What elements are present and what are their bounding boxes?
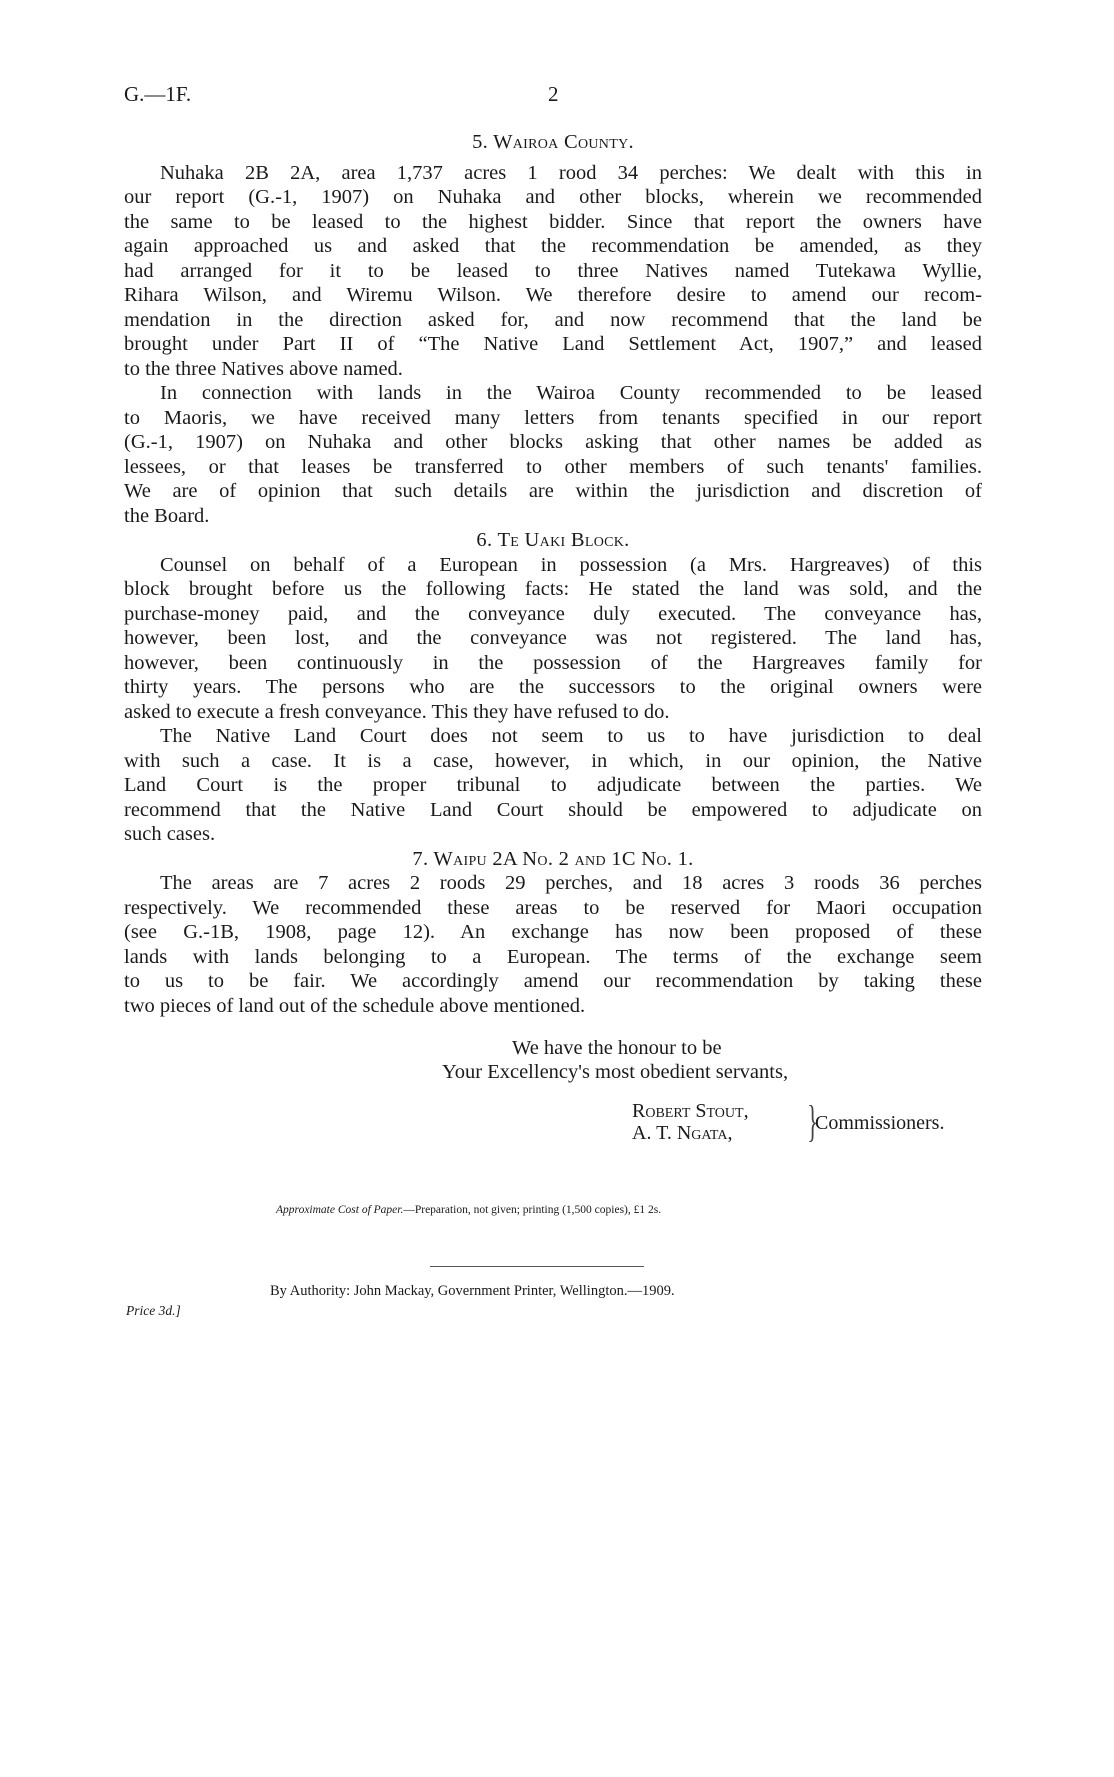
text-line: brought under Part II of “The Native Land Settlement Act, 1907,” and leased [124, 333, 982, 355]
text-line: with such a case. It is a case, however, in which, in our opinion, the Native [124, 749, 982, 772]
signatory-role: Commissioners. [815, 1112, 945, 1134]
signatory-name: A. T. Ngata, [632, 1122, 733, 1144]
text-line: Rihara Wilson, and Wiremu Wilson. We therefore desire to amend our recom- [124, 284, 982, 306]
text-line: In connection with lands in the Wairoa County recommended to be leased [160, 382, 982, 404]
document-body [124, 130, 982, 1018]
text-line: (see G.-1B, 1908, page 12). An exchange has now been proposed of these [124, 921, 982, 943]
price-note: Price 3d.] [126, 1303, 181, 1318]
text-line: to us to be fair. We accordingly amend our recommendation by taking these [124, 970, 982, 992]
text-line: two pieces of land out of the schedule above mentioned. [124, 994, 586, 1017]
closing-line: We have the honour to be [512, 1037, 722, 1059]
text-line: Nuhaka 2B 2A, area 1,737 acres 1 rood 34 perches: We dealt with this in [160, 161, 982, 184]
paragraph [124, 724, 982, 847]
closing-line: Your Excellency's most obedient servants, [442, 1061, 789, 1083]
text-line: had arranged for it to be leased to three Natives named Tutekawa Wyllie, [124, 259, 982, 282]
text-line: (G.-1, 1907) on Nuhaka and other blocks asking that other names be added as [124, 431, 982, 453]
text-line: recommend that the Native Land Court should be empowered to adjudicate on [124, 798, 982, 821]
text-line: to the three Natives above named. [124, 357, 403, 380]
text-line: such cases. [124, 823, 216, 845]
cost-label: Approximate Cost of Paper. [276, 1204, 404, 1216]
text-line: however, been lost, and the conveyance was not registered. The land has, [124, 627, 982, 649]
page-number: 2 [548, 82, 559, 106]
text-line: respectively. We recommended these areas to be reserved for Maori occupation [124, 896, 982, 919]
text-line: the Board. [124, 504, 210, 527]
text-line: purchase-money paid, and the conveyance duly executed. The conveyance has, [124, 602, 982, 625]
divider [430, 1266, 644, 1267]
paragraph [124, 381, 982, 528]
document-reference: G.—1F. [124, 82, 192, 106]
text-line: thirty years. The persons who are the successors to the original owners were [124, 676, 982, 698]
paragraph [124, 871, 982, 1018]
text-line: mendation in the direction asked for, and now recommend that the land be [124, 308, 982, 331]
section-heading: 7. Waipu 2A No. 2 and 1C No. 1. [412, 847, 694, 870]
text-line: The Native Land Court does not seem to us to have jurisdiction to deal [160, 725, 982, 747]
section-heading: 5. Wairoa County. [472, 131, 634, 153]
cost-text: —Preparation, not given; printing (1,500 copies), £1 2s. [403, 1204, 662, 1216]
paragraph [124, 161, 982, 382]
text-line: lessees, or that leases be transferred to other members of such tenants' families. [124, 455, 982, 478]
signatory-name: Robert Stout, [632, 1100, 749, 1122]
brace-mark: } [807, 1097, 818, 1146]
text-line: however, been continuously in the possession of the Hargreaves family for [124, 651, 982, 674]
section-heading: 6. Te Uaki Block. [476, 529, 630, 551]
text-line: our report (G.-1, 1907) on Nuhaka and other blocks, wherein we recommended [124, 186, 982, 208]
text-line: The areas are 7 acres 2 roods 29 perches, and 18 acres 3 roods 36 perches [160, 872, 982, 894]
text-line: We are of opinion that such details are within the jurisdiction and discretion of [124, 480, 982, 502]
text-line: block brought before us the following facts: He stated the land was sold, and the [124, 578, 982, 600]
text-line: the same to be leased to the highest bidder. Since that report the owners have [124, 210, 982, 233]
paragraph [124, 553, 982, 725]
text-line: Land Court is the proper tribunal to adjudicate between the parties. We [124, 774, 982, 796]
cost-note [276, 1204, 661, 1216]
text-line: to Maoris, we have received many letters from tenants specified in our report [124, 406, 982, 429]
text-line: Counsel on behalf of a European in possession (a Mrs. Hargreaves) of this [160, 553, 982, 576]
printer-imprint: By Authority: John Mackay, Government Printer, Wellington.—1909. [270, 1283, 675, 1299]
text-line: again approached us and asked that the recommendation be amended, as they [124, 235, 982, 257]
text-line: asked to execute a fresh conveyance. This they have refused to do. [124, 700, 670, 723]
text-line: lands with lands belonging to a European. The terms of the exchange seem [124, 945, 982, 968]
